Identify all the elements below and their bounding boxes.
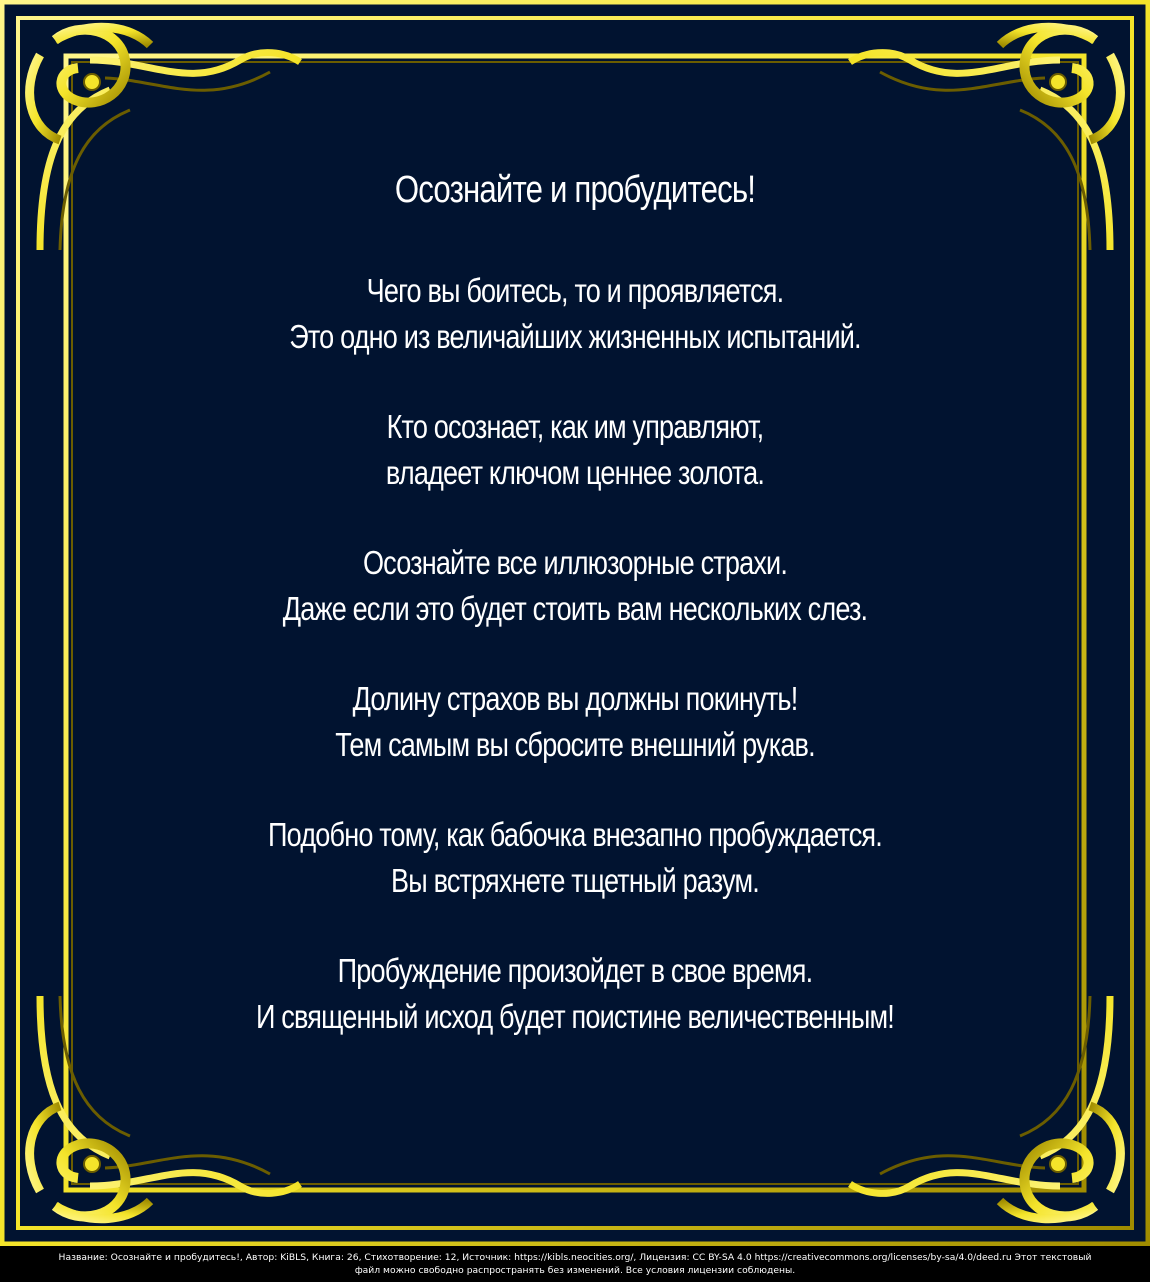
poem-line: Кто осознает, как им управляют, (386, 408, 764, 445)
poem-line: Чего вы боитесь, то и проявляется. (366, 272, 784, 309)
poem-line: Даже если это будет стоить вам нескольких слез. (282, 590, 868, 627)
stanza (150, 812, 1000, 904)
poem-line: Пробуждение произойдет в свое время. (337, 952, 813, 989)
footer-line: Название: Осознайте и пробудитесь!, Автор: KiBLS, Книга: 26, Стихотворение: 12, Источник: https://kibls.neocities.org/, Лицензия: CC BY-SA 4.0 https://creativecommons.org/licenses/by-sa/4.0/deed.ru Этот текстовый (58, 1252, 1092, 1263)
footer-line: файл можно свободно распространять без изменений. Все условия лицензии соблюдены. (354, 1265, 796, 1276)
stanza (150, 268, 1000, 360)
poem-line: Это одно из величайших жизненных испытаний. (289, 318, 861, 355)
stanza (150, 540, 1000, 632)
stanza (150, 404, 1000, 496)
poem-line: Тем самым вы сбросите внешний рукав. (335, 726, 815, 763)
poem-line: Долину страхов вы должны покинуть! (352, 680, 798, 717)
stanza (150, 948, 1000, 1040)
poem-title: Осознайте и пробудитесь! (394, 169, 756, 211)
poem-line: И священный исход будет поистине величественным! (255, 998, 895, 1035)
license-footer (0, 1248, 1150, 1282)
poem-line: владеет ключом ценнее золота. (385, 454, 765, 491)
poem-line: Подобно тому, как бабочка внезапно пробуждается. (268, 816, 882, 853)
poem-line: Осознайте все иллюзорные страхи. (362, 544, 788, 581)
poem (150, 160, 1000, 1084)
poem-line: Вы встряхнете тщетный разум. (391, 862, 759, 899)
stanza (150, 676, 1000, 768)
